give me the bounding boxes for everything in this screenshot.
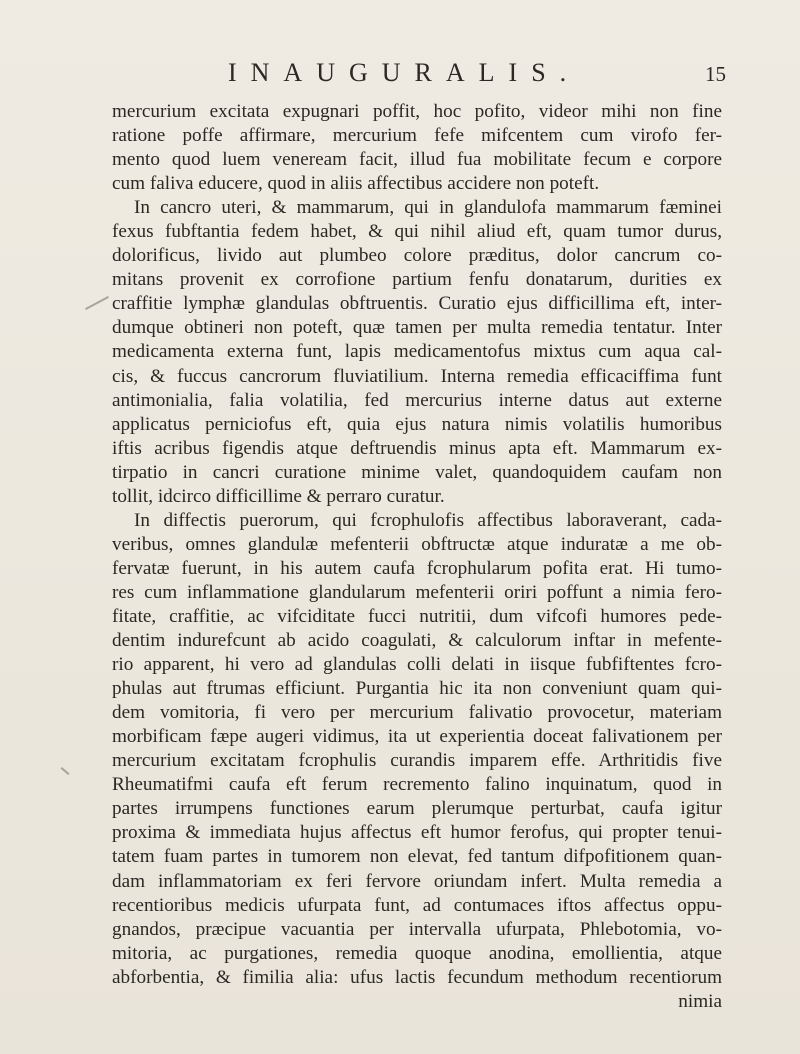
text-line: phulas aut ftrumas efficiunt. Purgantia hic ita non conveniunt quam qui- xyxy=(112,678,722,700)
catchword: nimia xyxy=(678,990,722,1012)
text-line: antimonialia, falia volatilia, fed mercurius interne datus aut externe xyxy=(112,389,722,411)
text-line: dem vomitoria, fi vero per mercurium falivatio provocetur, materiam xyxy=(112,702,722,724)
text-line: mercurium excitatam fcrophulis curandis imparem effe. Arthritidis five xyxy=(112,750,722,772)
text-line: dam inflammatoriam ex feri fervore oriundam infert. Multa remedia a xyxy=(112,870,722,892)
page-number: 15 xyxy=(705,62,726,86)
text-line: dolorificus, livido aut plumbeo colore præditus, dolor cancrum co- xyxy=(112,245,722,267)
text-line: proxima & immediata hujus affectus eft humor ferofus, qui propter tenui- xyxy=(112,822,722,844)
text-line: craffitie lymphæ glandulas obftruentis. Curatio ejus difficillima eft, inter- xyxy=(112,293,722,315)
text-line: recentioribus medicis ufurpata funt, ad contumaces iftos affectus oppu- xyxy=(112,894,722,916)
text-line: mitoria, ac purgationes, remedia quoque anodina, emollientia, atque xyxy=(112,942,722,964)
text-line: medicamenta externa funt, lapis medicamentofus mixtus cum aqua cal- xyxy=(112,341,722,363)
text-line: applicatus perniciofus eft, quia ejus natura nimis volatilis humoribus xyxy=(112,413,722,435)
running-title: INAUGURALIS. xyxy=(228,58,581,87)
text-line: ratione poffe affirmare, mercurium fefe mifcentem cum virofo fer- xyxy=(112,125,722,147)
text-line: mento quod luem veneream facit, illud fua mobilitate fecum e corpore xyxy=(112,149,722,171)
text-line: mitans provenit ex corrofione partium fenfu donatarum, durities ex xyxy=(112,269,722,291)
text-line: tollit, idcirco difficillime & perraro curatur. xyxy=(112,485,445,507)
margin-mark-bottom xyxy=(61,767,70,775)
text-line: gnandos, præcipue vacuantia per intervalla ufurpata, Phlebotomia, vo- xyxy=(112,918,722,940)
text-line: fexus fubftantia fedem habet, & qui nihil aliud eft, quam tumor durus, xyxy=(112,221,722,243)
text-line: abforbentia, & fimilia alia: ufus lactis fecundum methodum recentiorum xyxy=(112,966,722,988)
text-line: tatem fuam partes in tumorem non elevat, fed tantum difpofitionem quan- xyxy=(112,846,722,868)
text-line: mercurium excitata expugnari poffit, hoc pofito, videor mihi non fine xyxy=(112,101,722,122)
margin-mark-top xyxy=(85,296,109,310)
text-line: morbificam fæpe augeri vidimus, ita ut experientia doceat falivationem per xyxy=(112,726,722,748)
text-line: tirpatio in cancri curatione minime valet, quandoquidem caufam non xyxy=(112,461,722,483)
text-line: fitate, craffitie, ac vifciditate fucci nutritii, dum vifcofi humores pede- xyxy=(112,605,722,627)
text-line: rio apparent, hi vero ad glandulas colli delati in iisque fubfiftentes fcro- xyxy=(112,654,722,676)
text-line: partes irrumpens functiones earum plerumque perturbat, caufa igitur xyxy=(112,798,722,820)
text-line: cum faliva educere, quod in aliis affectibus accidere non poteft. xyxy=(112,173,600,195)
text-line: cis, & fuccus cancrorum fluviatilium. Interna remedia efficaciffima funt xyxy=(112,365,722,387)
paragraph-start-line: In diffectis puerorum, qui fcrophulofis affectibus laboraverant, cada- xyxy=(134,509,722,531)
running-head xyxy=(0,58,800,92)
body-text xyxy=(112,100,722,1014)
text-line: fervatæ fuerunt, in his autem caufa fcrophularum pofita erat. Hi tumo- xyxy=(112,557,722,579)
catchword-row xyxy=(112,990,722,1014)
text-line: dentim indurefcunt ab acido coagulati, & calculorum inftar in mefente- xyxy=(112,630,722,652)
text-line: veribus, omnes glandulæ mefenterii obftructæ atque induratæ a me ob- xyxy=(112,533,722,555)
text-line: res cum inflammatione glandularum mefenterii oriri poffunt a nimia fero- xyxy=(112,581,722,603)
text-line: dumque obtineri non poteft, quæ tamen per multa remedia tentatur. Inter xyxy=(112,317,722,339)
paragraph-start-line: In cancro uteri, & mammarum, qui in glandulofa mammarum fæminei xyxy=(134,197,722,219)
text-line: Rheumatifmi caufa eft ferum recremento falino inquinatum, quod in xyxy=(112,774,722,796)
text-line: iftis acribus figendis atque deftruendis minus apta eft. Mammarum ex- xyxy=(112,437,722,459)
